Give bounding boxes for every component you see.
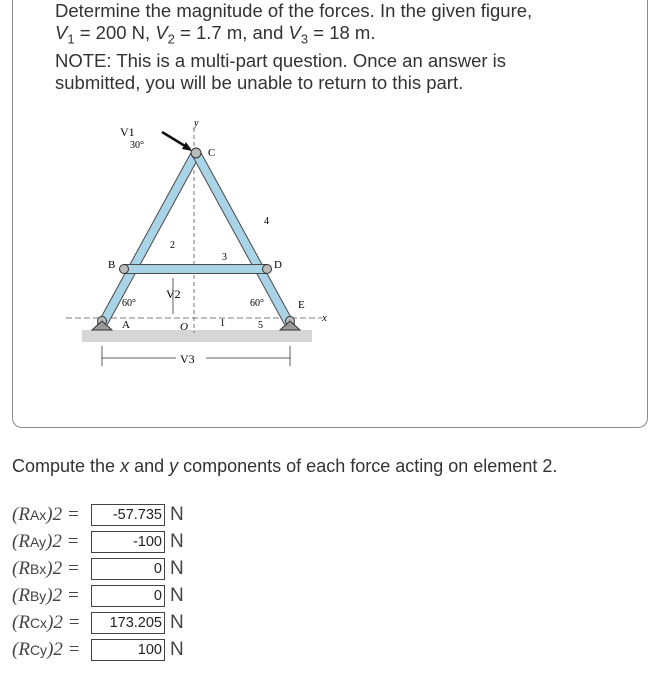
answer-input-rcy[interactable] bbox=[91, 639, 165, 661]
answer-unit: N bbox=[170, 585, 184, 606]
question-suffix: components of each force acting on element 2. bbox=[178, 456, 558, 476]
note-line-2: submitted, you will be unable to return to this part. bbox=[55, 72, 464, 93]
label-v3: V3 bbox=[180, 352, 195, 366]
pin-c bbox=[191, 148, 201, 158]
label-v1: V1 bbox=[120, 125, 135, 139]
note-line-1: NOTE: This is a multi-part question. Once an answer is bbox=[55, 50, 507, 71]
member-4 bbox=[196, 153, 290, 325]
answer-row-rcx bbox=[12, 610, 212, 636]
v2-symbol: V bbox=[155, 22, 168, 43]
v2-value: = 1.7 m, and bbox=[174, 22, 289, 43]
label-member-1: 1 bbox=[220, 318, 225, 329]
label-origin: O bbox=[180, 321, 188, 333]
ground bbox=[82, 330, 312, 342]
label-y-axis: y bbox=[194, 118, 199, 129]
label-main: (R bbox=[12, 504, 30, 525]
truss-figure bbox=[66, 118, 330, 373]
answer-unit: N bbox=[170, 558, 184, 579]
force-v1-arrowhead bbox=[182, 142, 192, 151]
v1-value: = 200 N, bbox=[74, 22, 156, 43]
answer-label-ray bbox=[12, 529, 79, 555]
answer-row-rax bbox=[12, 502, 212, 528]
question-prefix: Compute the bbox=[12, 456, 121, 476]
label-main: (R bbox=[12, 558, 30, 579]
answer-unit: N bbox=[170, 504, 184, 525]
question-text bbox=[12, 456, 557, 477]
v3-value: = 18 m. bbox=[308, 22, 376, 43]
label-x-axis: x bbox=[322, 312, 327, 324]
label-member-2: 2 bbox=[170, 240, 175, 251]
label-angle-top: 30° bbox=[130, 140, 144, 151]
answer-input-ray[interactable] bbox=[91, 531, 165, 553]
answer-label-rbx bbox=[12, 556, 80, 582]
label-member-4: 4 bbox=[264, 216, 269, 227]
answer-unit: N bbox=[170, 639, 184, 660]
answer-input-rby[interactable] bbox=[91, 585, 165, 607]
problem-line-1: Determine the magnitude of the forces. In the given figure, bbox=[55, 0, 533, 21]
pin-d bbox=[263, 265, 272, 274]
label-angle-right: 60° bbox=[250, 298, 264, 309]
answer-label-rcy bbox=[12, 637, 80, 663]
label-sub: Ax bbox=[29, 507, 47, 523]
label-d: D bbox=[274, 259, 282, 271]
label-b: B bbox=[108, 259, 116, 271]
label-end: )2 = bbox=[47, 612, 81, 633]
label-main: (R bbox=[12, 612, 30, 633]
v2-subscript: 2 bbox=[167, 31, 175, 47]
label-c: C bbox=[208, 147, 216, 159]
label-main: (R bbox=[12, 585, 30, 606]
v3-symbol: V bbox=[288, 22, 301, 43]
label-end: )2 = bbox=[46, 558, 80, 579]
answer-row-ray bbox=[12, 529, 212, 555]
question-x-var: x bbox=[120, 456, 130, 476]
label-member-5: 5 bbox=[258, 320, 263, 331]
answer-input-rax[interactable] bbox=[91, 504, 165, 526]
label-end: )2 = bbox=[46, 531, 80, 552]
answer-label-rby bbox=[12, 583, 80, 609]
answer-unit: N bbox=[170, 612, 184, 633]
member-2 bbox=[102, 153, 196, 325]
label-member-3: 3 bbox=[222, 252, 227, 263]
label-a: A bbox=[122, 319, 130, 331]
answer-label-rcx bbox=[12, 610, 80, 636]
label-sub: Cx bbox=[29, 615, 48, 631]
label-main: (R bbox=[12, 639, 30, 660]
label-e: E bbox=[298, 299, 305, 311]
v1-symbol: V bbox=[55, 22, 68, 43]
label-sub: Bx bbox=[29, 561, 47, 577]
label-main: (R bbox=[12, 531, 30, 552]
label-sub: Cy bbox=[29, 642, 48, 658]
question-middle: and bbox=[129, 456, 170, 476]
answer-input-rcx[interactable] bbox=[91, 612, 165, 634]
label-angle-left: 60° bbox=[122, 298, 136, 309]
answer-unit: N bbox=[170, 531, 184, 552]
answer-row-rbx bbox=[12, 556, 212, 582]
label-v2: V2 bbox=[166, 287, 181, 301]
answer-row-rby bbox=[12, 583, 212, 609]
v1-subscript: 1 bbox=[67, 31, 75, 47]
pin-b bbox=[120, 265, 129, 274]
question-y-var: y bbox=[169, 456, 179, 476]
v3-subscript: 3 bbox=[300, 31, 309, 47]
answer-label-rax bbox=[12, 502, 80, 528]
label-end: )2 = bbox=[46, 504, 80, 525]
problem-given-values bbox=[55, 22, 375, 51]
answer-input-rbx[interactable] bbox=[91, 558, 165, 580]
label-end: )2 = bbox=[47, 639, 81, 660]
answer-row-rcy bbox=[12, 637, 212, 663]
label-end: )2 = bbox=[46, 585, 80, 606]
label-sub: Ay bbox=[29, 534, 47, 550]
label-sub: By bbox=[29, 588, 47, 604]
